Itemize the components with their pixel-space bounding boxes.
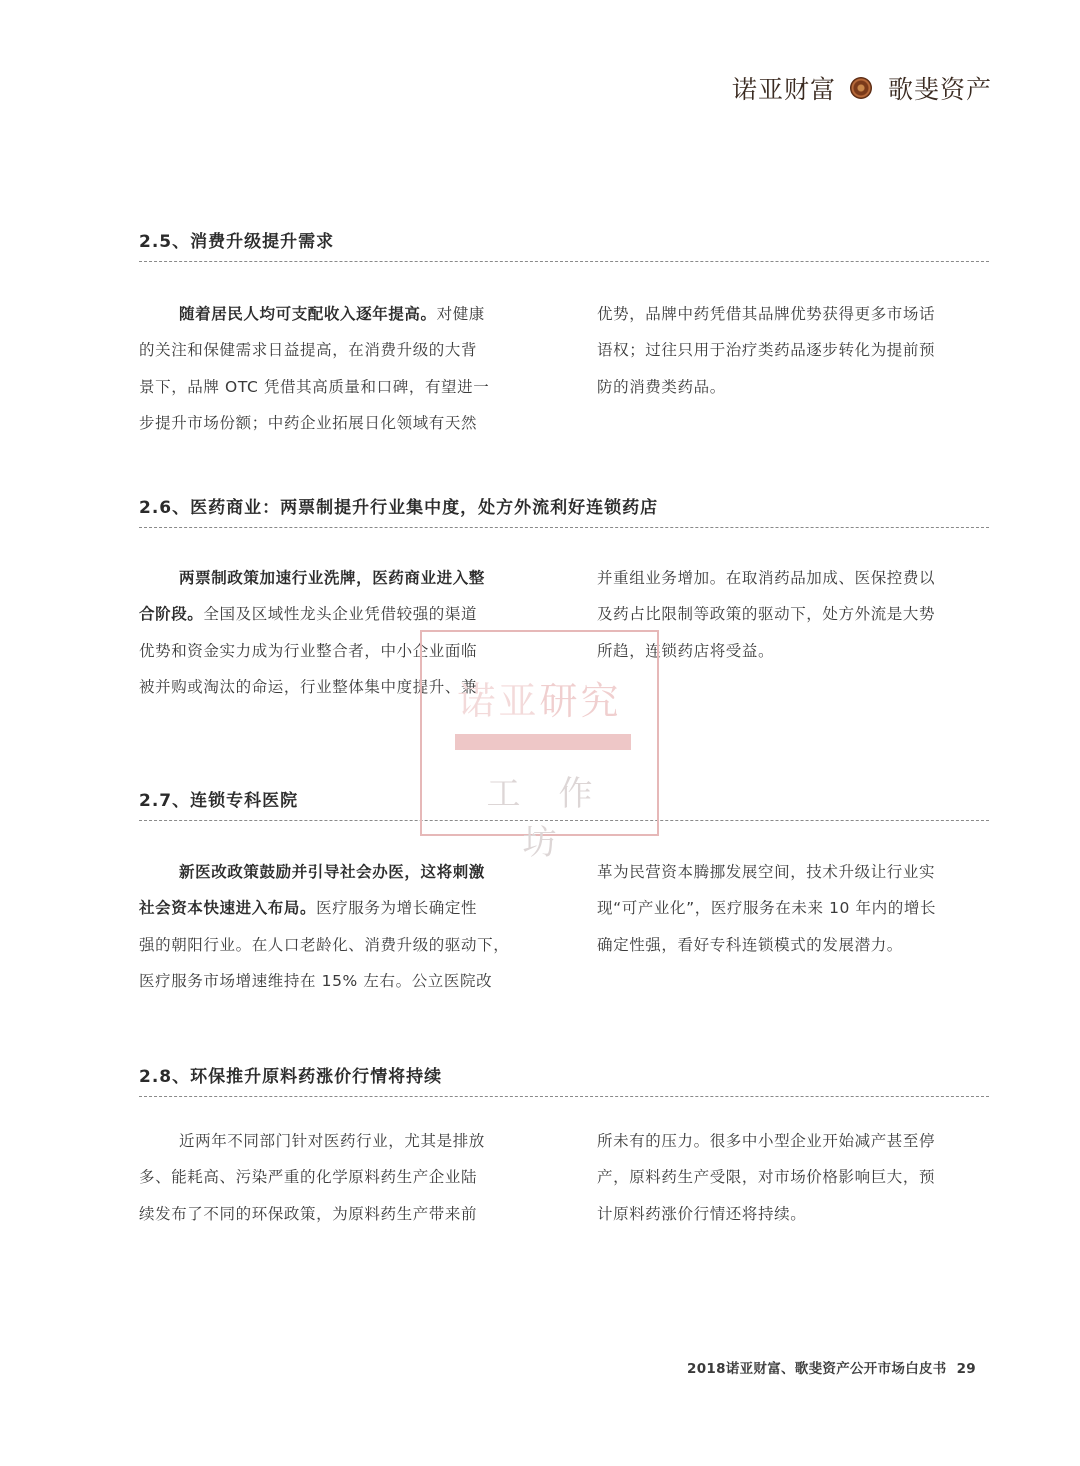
section-divider: [139, 527, 989, 528]
paragraph-line: [139, 296, 531, 332]
paragraph-line: 语权；过往只用于治疗类药品逐步转化为提前预: [597, 341, 936, 360]
line-text: 医疗服务为增长确定性: [316, 899, 478, 918]
paragraph-line: 革为民营资本腾挪发展空间，技术升级让行业实: [597, 863, 936, 881]
paragraph-line: 所趋，连锁药店将受益。: [597, 641, 775, 660]
left-column: [139, 296, 531, 442]
line-text: 全国及区域性龙头企业凭借较强的渠道: [203, 605, 478, 624]
paragraph-line: [139, 963, 531, 999]
paragraph-line: [139, 332, 531, 368]
section-title: 2.5、消费升级提升需求: [139, 232, 335, 252]
line-text: 优势和资金实力成为行业整合者，中小企业面临: [139, 641, 478, 660]
section-title: 2.6、医药商业：两票制提升行业集中度，处方外流利好连锁药店: [139, 498, 659, 518]
line-text: 景下，品牌 OTC 凭借其高质量和口碑，有望进一: [139, 377, 490, 396]
paragraph-line: 所未有的压力。很多中小型企业开始减产甚至停: [597, 1132, 936, 1150]
paragraph-line: [139, 633, 531, 669]
bold-lead: 社会资本快速进入布局。: [139, 899, 317, 918]
line-text: 医疗服务市场增速维持在 15% 左右。公立医院改: [139, 972, 493, 991]
paragraph-line: 计原料药涨价行情还将持续。: [597, 1204, 807, 1223]
paragraph-line: [139, 927, 531, 963]
paragraph-line: 产，原料药生产受限，对市场价格影响巨大，预: [597, 1168, 936, 1187]
line-text: 的关注和保健需求日益提高，在消费升级的大背: [139, 341, 478, 360]
bold-lead: 合阶段。: [139, 605, 204, 624]
paragraph-line: [139, 596, 531, 632]
bold-lead: 新医改政策鼓励并引导社会办医，这将刺激: [179, 863, 485, 881]
right-column: [597, 1123, 989, 1232]
page-number: 29: [956, 1361, 976, 1377]
section-2: [139, 496, 989, 697]
paragraph-line: 及药占比限制等政策的驱动下，处方外流是大势: [597, 605, 936, 624]
paragraph-line: [139, 669, 531, 705]
line-text: 步提升市场份额；中药企业拓展日化领域有天然: [139, 414, 478, 433]
watermark-title: 诺亚研究: [457, 679, 622, 723]
paragraph-line: 现“可产业化”，医疗服务在未来 10 年内的增长: [597, 899, 937, 918]
paragraph-line: 确定性强，看好专科连锁模式的发展潜力。: [597, 935, 903, 954]
left-column: [139, 854, 531, 1000]
right-column: [597, 854, 989, 963]
footer-title: 2018诺亚财富、歌斐资产公开市场白皮书: [687, 1361, 947, 1377]
paragraph-line: 并重组业务增加。在取消药品加成、医保控费以: [597, 569, 936, 587]
paragraph-line: 优势，品牌中药凭借其品牌优势获得更多市场话: [597, 305, 936, 323]
line-text: 续发布了不同的环保政策，为原料药生产带来前: [139, 1204, 478, 1223]
paragraph-line: [139, 854, 531, 890]
paragraph-line: 防的消费类药品。: [597, 377, 726, 396]
brand-noah: 诺亚财富: [731, 75, 836, 104]
paragraph-line: [139, 405, 531, 441]
right-column: [597, 296, 989, 405]
section-4: [139, 1065, 989, 1223]
line-text: 被并购或淘汰的命运，行业整体集中度提升、兼: [139, 678, 478, 697]
line-text: 近两年不同部门针对医药行业，尤其是排放: [179, 1132, 485, 1150]
section-1: [139, 230, 989, 433]
section-title: 2.7、连锁专科医院: [139, 791, 299, 811]
bold-lead: 随着居民人均可支配收入逐年提高。: [179, 305, 437, 323]
brand-gopher: 歌斐资产: [887, 75, 992, 104]
section-title: 2.8、环保推升原料药涨价行情将持续: [139, 1067, 443, 1087]
page-header: [732, 70, 992, 106]
paragraph-line: [139, 1159, 531, 1195]
watermark-bar: [455, 734, 631, 750]
watermark-subtitle: 工作坊: [486, 774, 631, 863]
paragraph-line: [139, 1123, 531, 1159]
bold-lead: 两票制政策加速行业洗牌，医药商业进入整: [179, 569, 485, 587]
left-column: [139, 1123, 531, 1232]
line-text: 对健康: [436, 305, 485, 323]
paragraph-line: [139, 369, 531, 405]
line-text: 多、能耗高、污染严重的化学原料药生产企业陆: [139, 1168, 478, 1187]
medallion-icon: [850, 77, 872, 99]
left-column: [139, 560, 531, 706]
paragraph-line: [139, 560, 531, 596]
right-column: [597, 560, 989, 669]
paragraph-line: [139, 890, 531, 926]
paragraph-line: [139, 1196, 531, 1232]
line-text: 强的朝阳行业。在人口老龄化、消费升级的驱动下，: [139, 935, 510, 954]
section-divider: [139, 1096, 989, 1097]
section-divider: [139, 820, 989, 821]
page-footer: [687, 1357, 976, 1377]
section-divider: [139, 261, 989, 262]
